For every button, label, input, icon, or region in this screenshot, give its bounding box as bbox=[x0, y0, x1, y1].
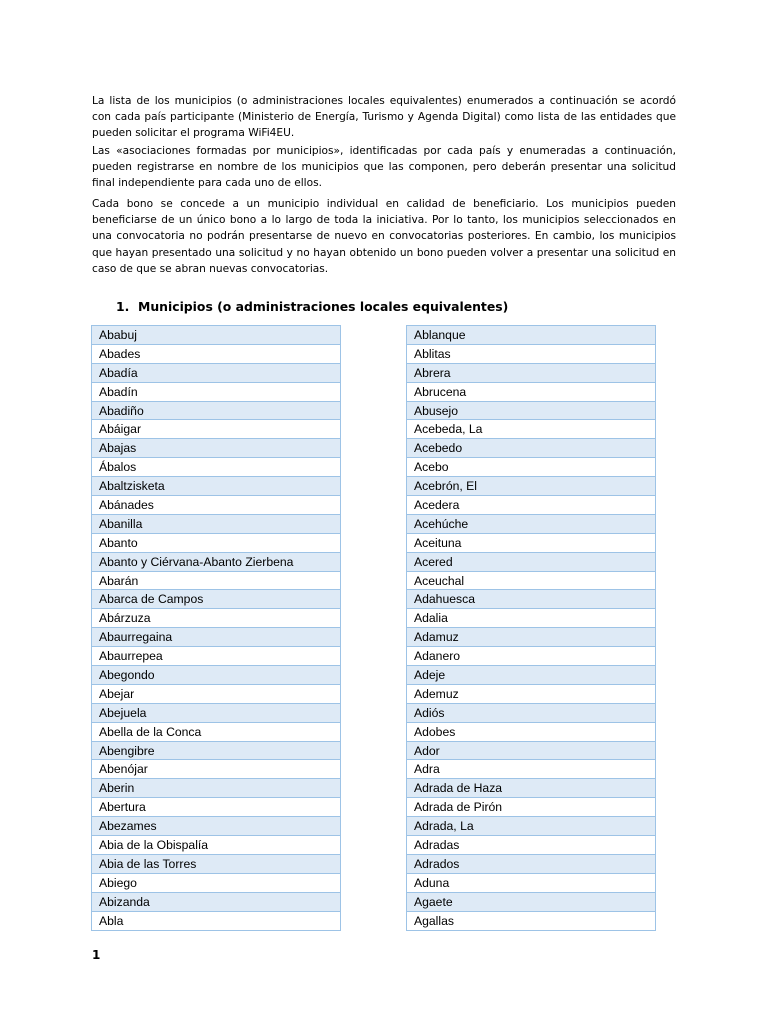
municipality-name: Abarán bbox=[92, 571, 341, 590]
municipality-name: Acebedo bbox=[407, 439, 656, 458]
intro-paragraph-3: Cada bono se concede a un municipio individual en calidad de beneficiario. Los municipios pueden beneficiarse de un único bono a lo largo de toda la iniciativa. Por lo tanto, los municipios seleccionados en una convocatoria no podrán presentarse de nuevo en convocatorias posteriores. En cambio, los municipios que hayan presentado una solicitud y no hayan obtenido un bono pueden volver a presentar una solicitud en caso de que se abran nuevas convocatorias. bbox=[92, 198, 676, 275]
municipality-name: Abaurregaina bbox=[92, 628, 341, 647]
municipality-name: Ábalos bbox=[92, 458, 341, 477]
municipality-name: Acebrón, El bbox=[407, 477, 656, 496]
municipality-name: Abusejo bbox=[407, 401, 656, 420]
table-row bbox=[92, 439, 341, 458]
table-row bbox=[92, 458, 341, 477]
table-row bbox=[92, 420, 341, 439]
municipality-name: Abadiño bbox=[92, 401, 341, 420]
table-row bbox=[92, 798, 341, 817]
table-row bbox=[92, 477, 341, 496]
municipality-name: Abengibre bbox=[92, 741, 341, 760]
table-row bbox=[407, 326, 656, 345]
table-row bbox=[92, 533, 341, 552]
table-row bbox=[407, 817, 656, 836]
municipality-name: Abrucena bbox=[407, 382, 656, 401]
municipality-name: Abegondo bbox=[92, 666, 341, 685]
section-heading bbox=[116, 299, 508, 314]
section-title: Municipios (o administraciones locales equivalentes) bbox=[138, 299, 509, 314]
municipality-name: Abanto bbox=[92, 533, 341, 552]
municipality-name: Adamuz bbox=[407, 628, 656, 647]
municipality-name: Adanero bbox=[407, 647, 656, 666]
municipality-name: Acered bbox=[407, 552, 656, 571]
table-row bbox=[407, 552, 656, 571]
municipality-name: Adrada de Haza bbox=[407, 779, 656, 798]
table-row bbox=[407, 571, 656, 590]
municipality-name: Adrada de Pirón bbox=[407, 798, 656, 817]
municipality-name: Abenójar bbox=[92, 760, 341, 779]
municipality-name: Abadín bbox=[92, 382, 341, 401]
municipality-name: Abrera bbox=[407, 363, 656, 382]
municipality-name: Abarca de Campos bbox=[92, 590, 341, 609]
table-row bbox=[92, 344, 341, 363]
municipality-name: Agaete bbox=[407, 892, 656, 911]
table-row bbox=[92, 684, 341, 703]
page-number: 1 bbox=[92, 948, 101, 962]
table-row bbox=[407, 911, 656, 930]
table-row bbox=[407, 892, 656, 911]
table-row bbox=[407, 344, 656, 363]
municipality-name: Adrados bbox=[407, 854, 656, 873]
municipality-name: Abezames bbox=[92, 817, 341, 836]
table-row bbox=[92, 911, 341, 930]
table-row bbox=[92, 703, 341, 722]
municipality-name: Aceituna bbox=[407, 533, 656, 552]
table-row bbox=[92, 836, 341, 855]
municipality-table-left bbox=[91, 325, 341, 931]
table-row bbox=[92, 647, 341, 666]
municipality-name: Aceuchal bbox=[407, 571, 656, 590]
municipality-name: Ador bbox=[407, 741, 656, 760]
table-row bbox=[92, 779, 341, 798]
table-row bbox=[92, 401, 341, 420]
intro-paragraph-2: Las «asociaciones formadas por municipios», identificadas por cada país y enumeradas a continuación, pueden registrarse en nombre de los municipios que las componen, pero deberán presentar una solicitud final independiente para cada uno de ellos. bbox=[92, 145, 676, 190]
table-row bbox=[407, 439, 656, 458]
table-row bbox=[92, 628, 341, 647]
table-row bbox=[92, 590, 341, 609]
municipality-name: Abáigar bbox=[92, 420, 341, 439]
table-row bbox=[407, 666, 656, 685]
municipality-name: Acebeda, La bbox=[407, 420, 656, 439]
table-row bbox=[407, 458, 656, 477]
table-row bbox=[92, 382, 341, 401]
table-row bbox=[407, 363, 656, 382]
municipality-name: Abia de la Obispalía bbox=[92, 836, 341, 855]
table-row bbox=[407, 420, 656, 439]
table-row bbox=[92, 571, 341, 590]
table-row bbox=[407, 496, 656, 515]
municipality-name: Abiego bbox=[92, 873, 341, 892]
table-row bbox=[92, 326, 341, 345]
municipality-name: Abaurrepea bbox=[92, 647, 341, 666]
municipality-name: Adra bbox=[407, 760, 656, 779]
municipality-name: Agallas bbox=[407, 911, 656, 930]
table-row bbox=[92, 873, 341, 892]
section-number: 1. bbox=[116, 299, 130, 314]
municipality-name: Abadía bbox=[92, 363, 341, 382]
table-row bbox=[407, 647, 656, 666]
municipality-name: Abajas bbox=[92, 439, 341, 458]
table-row bbox=[407, 873, 656, 892]
table-row bbox=[407, 609, 656, 628]
table-row bbox=[92, 760, 341, 779]
municipality-name: Abejar bbox=[92, 684, 341, 703]
table-row bbox=[407, 836, 656, 855]
municipality-name: Adradas bbox=[407, 836, 656, 855]
municipality-name: Abella de la Conca bbox=[92, 722, 341, 741]
table-row bbox=[407, 684, 656, 703]
municipality-name: Abizanda bbox=[92, 892, 341, 911]
municipality-name: Abejuela bbox=[92, 703, 341, 722]
table-row bbox=[407, 741, 656, 760]
table-row bbox=[92, 552, 341, 571]
municipality-name: Aduna bbox=[407, 873, 656, 892]
municipality-name: Ababuj bbox=[92, 326, 341, 345]
municipality-name: Adobes bbox=[407, 722, 656, 741]
table-row bbox=[92, 854, 341, 873]
table-row bbox=[407, 628, 656, 647]
municipality-name: Acedera bbox=[407, 496, 656, 515]
table-row bbox=[92, 741, 341, 760]
table-row bbox=[92, 363, 341, 382]
municipality-name: Acebo bbox=[407, 458, 656, 477]
table-row bbox=[407, 533, 656, 552]
municipality-name: Adeje bbox=[407, 666, 656, 685]
municipality-name: Ablanque bbox=[407, 326, 656, 345]
table-row bbox=[407, 798, 656, 817]
table-row bbox=[407, 382, 656, 401]
municipality-name: Adalia bbox=[407, 609, 656, 628]
municipality-name: Abla bbox=[92, 911, 341, 930]
municipality-name: Abaltzisketa bbox=[92, 477, 341, 496]
table-row bbox=[92, 722, 341, 741]
intro-paragraph-1: La lista de los municipios (o administraciones locales equivalentes) enumerados a continuación se acordó con cada país participante (Ministerio de Energía, Turismo y Agenda Digital) como lista de las entidades que pueden solicitar el programa WiFi4EU. bbox=[92, 95, 676, 140]
municipality-name: Adrada, La bbox=[407, 817, 656, 836]
table-row bbox=[92, 609, 341, 628]
municipality-name: Acehúche bbox=[407, 514, 656, 533]
table-row bbox=[92, 817, 341, 836]
municipality-name: Abades bbox=[92, 344, 341, 363]
table-row bbox=[92, 514, 341, 533]
table-row bbox=[407, 590, 656, 609]
municipality-name: Ademuz bbox=[407, 684, 656, 703]
table-row bbox=[407, 854, 656, 873]
table-row bbox=[92, 892, 341, 911]
municipality-name: Adiós bbox=[407, 703, 656, 722]
municipality-name: Aberin bbox=[92, 779, 341, 798]
municipality-name: Abanilla bbox=[92, 514, 341, 533]
municipality-name: Abánades bbox=[92, 496, 341, 515]
table-row bbox=[407, 760, 656, 779]
table-row bbox=[407, 477, 656, 496]
municipality-name: Abia de las Torres bbox=[92, 854, 341, 873]
municipality-name: Ablitas bbox=[407, 344, 656, 363]
table-row bbox=[407, 703, 656, 722]
municipality-name: Abárzuza bbox=[92, 609, 341, 628]
municipality-name: Abertura bbox=[92, 798, 341, 817]
table-row bbox=[407, 401, 656, 420]
table-row bbox=[407, 514, 656, 533]
municipality-name: Adahuesca bbox=[407, 590, 656, 609]
table-row bbox=[92, 666, 341, 685]
municipality-name: Abanto y Ciérvana-Abanto Zierbena bbox=[92, 552, 341, 571]
table-row bbox=[92, 496, 341, 515]
table-row bbox=[407, 779, 656, 798]
municipality-table-right bbox=[406, 325, 656, 931]
table-row bbox=[407, 722, 656, 741]
